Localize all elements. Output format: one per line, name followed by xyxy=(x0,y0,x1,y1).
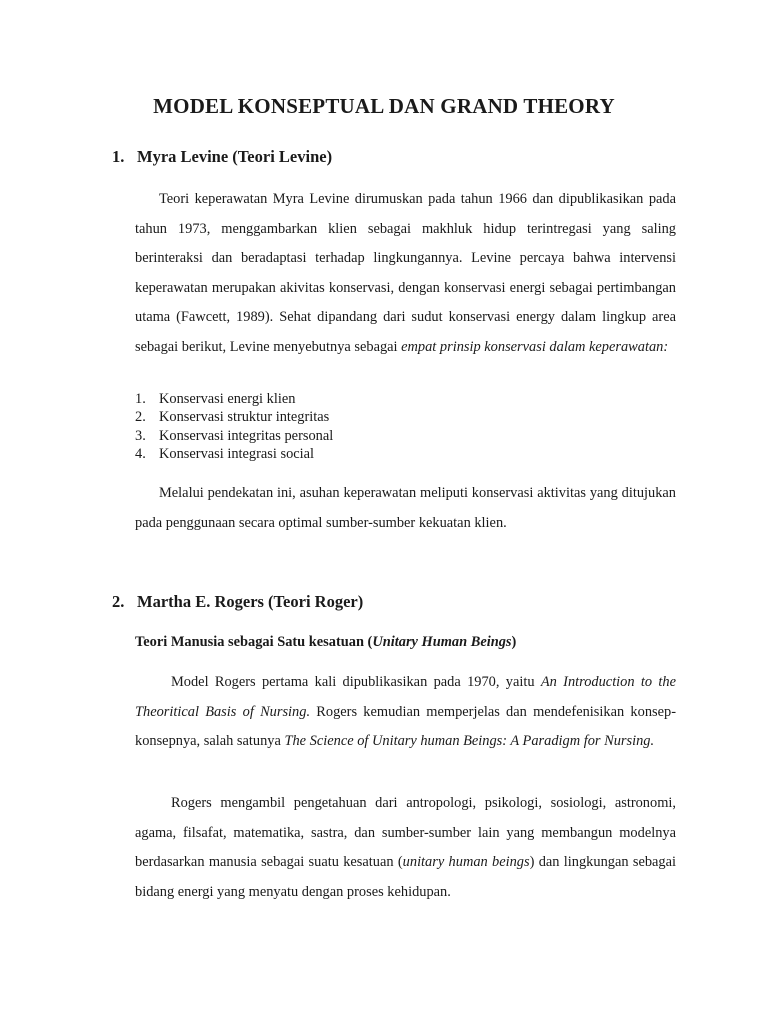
section-1-paragraph-2-text: Melalui pendekatan ini, asuhan keperawatan meliputi konservasi aktivitas yang ditujukan pada penggunaan secara optimal sumber-sumber kekuatan klien. xyxy=(135,485,676,531)
section-2-title: Martha E. Rogers (Teori Roger) xyxy=(137,592,364,611)
section-1-heading xyxy=(112,147,332,167)
section-1-paragraph-1-italic: empat prinsip konservasi dalam keperawatan: xyxy=(401,338,669,355)
section-1-paragraph-1 xyxy=(135,185,676,362)
list-item: 2. Konservasi struktur integritas xyxy=(135,409,330,426)
section-2-subheading: Teori Manusia sebagai Satu kesatuan (Unitary Human Beings) xyxy=(135,634,517,650)
section-2-number: 2. xyxy=(112,592,125,611)
section-1-title: Myra Levine (Teori Levine) xyxy=(137,147,333,166)
page-title: MODEL KONSEPTUAL DAN GRAND THEORY xyxy=(153,94,615,118)
list-item: 4. Konservasi integrasi social xyxy=(135,445,315,462)
section-1-paragraph-1-text: Teori keperawatan Myra Levine dirumuskan pada tahun 1966 dan dipublikasikan pada tahun 1973, menggambarkan klien sebagai makhluk hidup terintregasi yang saling berinteraksi dan beradaptasi terhadap lingkungannya. Levine percaya bahwa intervensi keperawatan merupakan akivitas konservasi, dengan konservasi energi sebagai pertimbangan utama (Fawcett, 1989). Sehat dipandang dari sudut konservasi energy dalam lingkup area sebagai berikut, Levine menyebutnya sebagai xyxy=(135,191,676,355)
book-title-1: An Introduction to the Theoritical Basis of Nursing. xyxy=(135,674,676,720)
list-item: 3. Konservasi integritas personal xyxy=(135,427,334,444)
section-2-paragraph-1: Model Rogers pertama kali dipublikasikan pada 1970, yaitu An Introduction to the Theoritical Basis of Nursing. Rogers kemudian memperjelas dan mendefenisikan konsep-konsepnya, salah satunya The Science of Unitary human Beings: A Paradigm for Nursing. xyxy=(135,674,676,749)
section-1-number: 1. xyxy=(112,147,125,166)
list-item: 1. Konservasi energi klien xyxy=(135,391,296,407)
conservation-principles-list xyxy=(135,390,333,463)
section-2-paragraph-2: Rogers mengambil pengetahuan dari antropologi, psikologi, sosiologi, astronomi, agama, filsafat, matematika, sastra, dan sumber-sumber lain yang membangun modelnya berdasarkan manusia sebagai suatu kesatuan (unitary human beings) dan lingkungan sebagai bidang energi yang menyatu dengan proses kehidupan. xyxy=(135,795,676,900)
book-title-2: The Science of Unitary human Beings: A Paradigm for Nursing. xyxy=(284,733,655,749)
section-2-heading xyxy=(112,592,363,612)
section-1-paragraph-2 xyxy=(135,479,676,538)
